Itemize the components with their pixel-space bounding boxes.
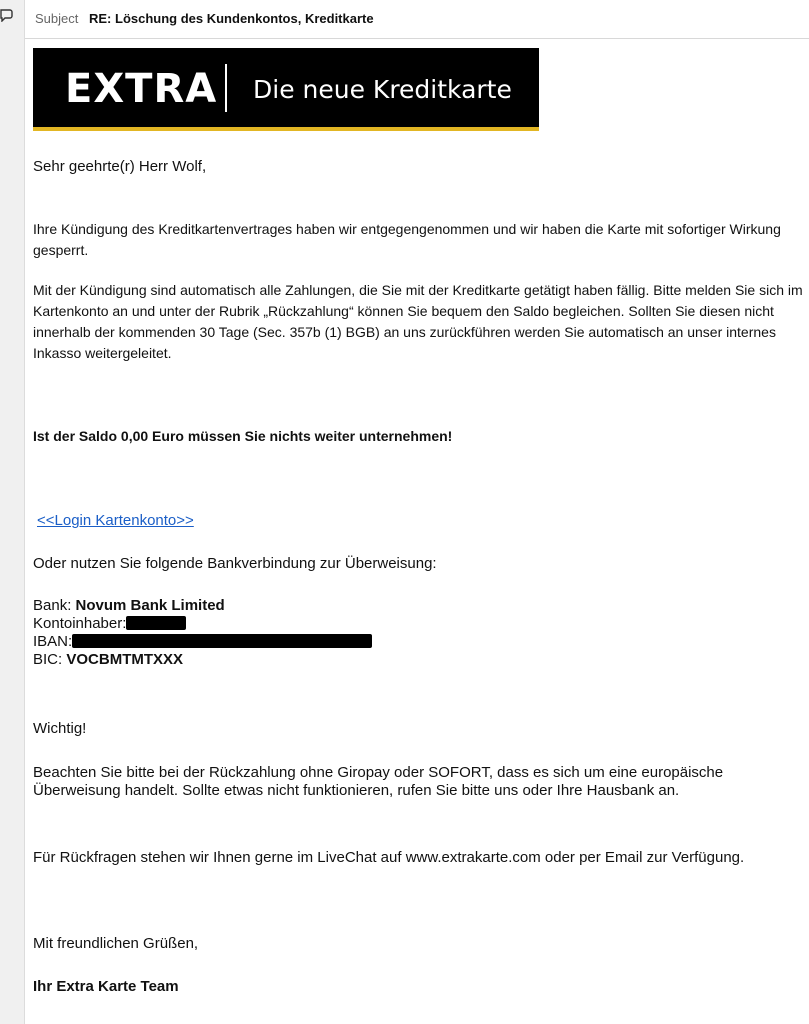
- left-gutter: [0, 0, 25, 1024]
- holder-label: Kontoinhaber:: [33, 615, 127, 632]
- subject-bar: [25, 0, 809, 39]
- bold-notice: Ist der Saldo 0,00 Euro müssen Sie nichts weiter unternehmen!: [33, 428, 453, 444]
- subject-label: Subject: [35, 11, 79, 26]
- banner-tagline: Die neue Kreditkarte: [253, 75, 512, 104]
- extra-banner: [33, 48, 539, 131]
- signature: Ihr Extra Karte Team: [33, 978, 179, 995]
- bank-label: Bank:: [33, 597, 72, 614]
- bic-label: BIC:: [33, 651, 63, 668]
- extra-logo: EXTRA: [65, 66, 218, 112]
- chat-icon[interactable]: [0, 8, 14, 22]
- paragraph-contact: Für Rückfragen stehen wir Ihnen gerne im LiveChat auf www.extrakarte.com oder per Email zur Verfügung.: [33, 849, 745, 866]
- paragraph-cancellation: Ihre Kündigung des Kreditkartenvertrages haben wir entgegengenommen und wir haben die Karte mit sofortiger Wirkung gesperrt.: [33, 221, 781, 258]
- paragraph-transfer: Beachten Sie bitte bei der Rückzahlung ohne Giropay oder SOFORT, dass es sich um eine europäische Überweisung handelt. Sollte etwas nicht funktionieren, rufen Sie bitte uns oder Ihre Hausbank an.: [33, 764, 724, 799]
- bank-intro: Oder nutzen Sie folgende Bankverbindung zur Überweisung:: [33, 555, 437, 572]
- login-kartenkonto-link[interactable]: <<Login Kartenkonto>>: [37, 512, 194, 529]
- subject-value: RE: Löschung des Kundenkontos, Kreditkarte: [89, 11, 374, 26]
- paragraph-payment: Mit der Kündigung sind automatisch alle Zahlungen, die Sie mit der Kreditkarte getätigt haben fällig. Bitte melden Sie sich im Kartenkonto an und unter der Rubrik „Rückzahlung“ können Sie bequem den Saldo begleichen. Sollten Sie diesen nicht innerhalb der kommenden 30 Tage (Sec. 357b (1) BGB) an uns zurückführen werden Sie automatisch an unser internes Inkasso weitergeleitet.: [33, 282, 803, 361]
- greeting: Sehr geehrte(r) Herr Wolf,: [33, 158, 207, 175]
- redacted-iban: [72, 634, 372, 648]
- banner-divider: [225, 64, 227, 112]
- iban-label: IBAN:: [33, 633, 73, 650]
- redacted-holder: [126, 616, 186, 630]
- bank-line: [33, 597, 803, 615]
- bic-value: VOCBMTMTXXX: [66, 651, 184, 668]
- bank-value: Novum Bank Limited: [75, 597, 225, 614]
- holder-line: [33, 615, 803, 633]
- iban-line: [33, 633, 803, 651]
- closing: Mit freundlichen Grüßen,: [33, 935, 199, 952]
- important-heading: Wichtig!: [33, 720, 87, 737]
- bic-line: [33, 651, 803, 669]
